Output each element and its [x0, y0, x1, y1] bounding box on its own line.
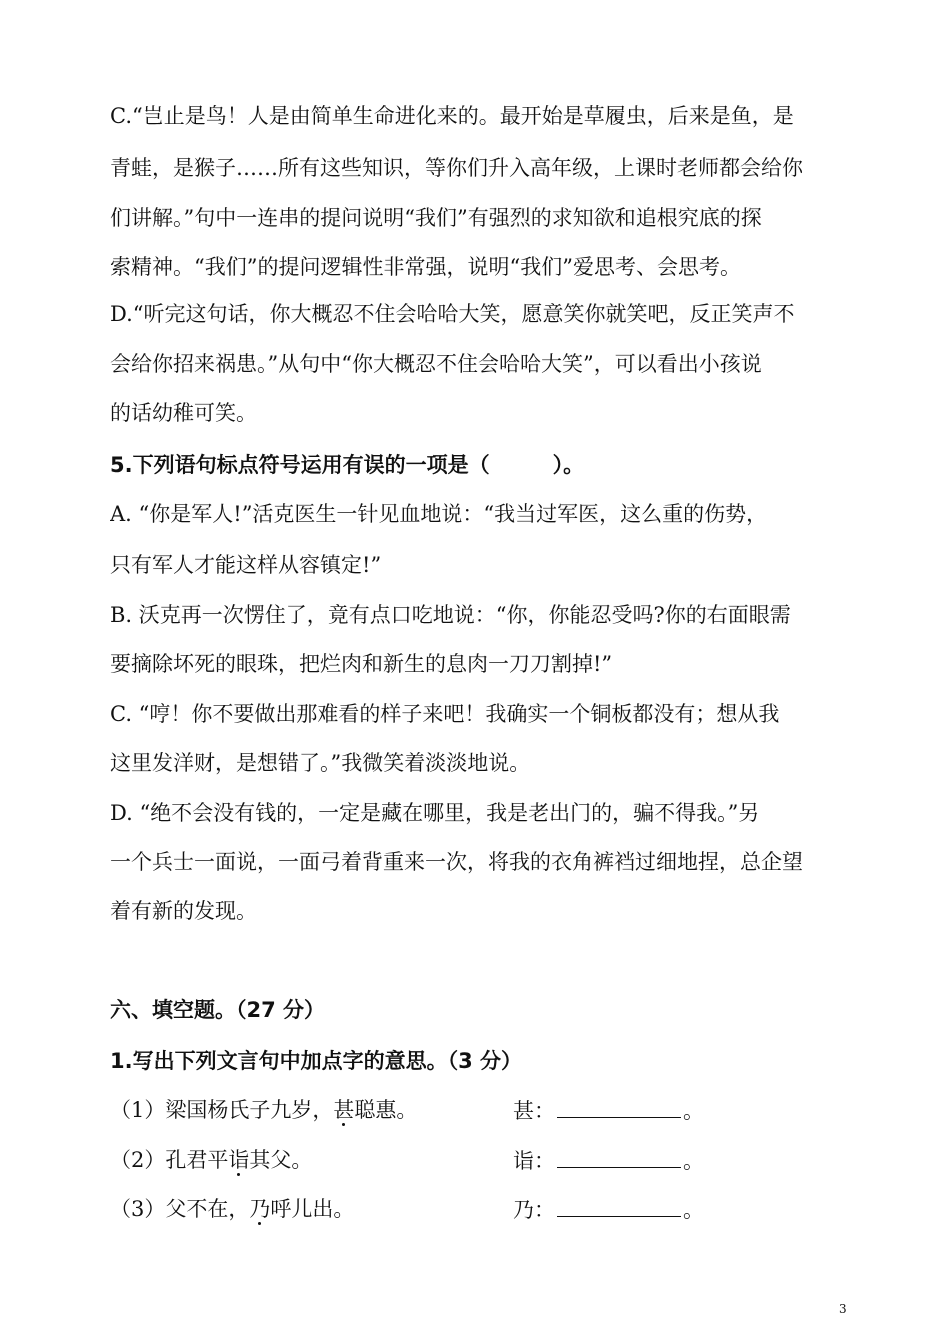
dotted-character: 甚 — [333, 1098, 355, 1122]
answer-area — [513, 1145, 704, 1176]
answer-label: 乃： — [513, 1198, 555, 1222]
sentence-pre: （1）梁国杨氏子九岁， — [110, 1098, 334, 1122]
answer-label: 甚： — [513, 1099, 555, 1123]
answer-blank[interactable] — [557, 1095, 681, 1118]
question-5-title: 5.下列语句标点符号运用有误的一项是（ ）。 — [110, 453, 585, 477]
answer-blank[interactable] — [557, 1145, 681, 1168]
q5-option-c-line-1: C. “哼！你不要做出那难看的样子来吧！我确实一个铜板都没有；想从我 — [110, 702, 780, 726]
answer-end: 。 — [683, 1198, 704, 1222]
sentence-post: 其父。 — [249, 1148, 313, 1172]
q5-option-d-line-3: 着有新的发现。 — [110, 899, 257, 923]
classical-sentence — [110, 1095, 417, 1125]
page-number: 3 — [839, 1302, 847, 1316]
answer-end: 。 — [683, 1149, 704, 1173]
q5-option-d-line-1: D. “绝不会没有钱的，一定是藏在哪里，我是老出门的，骗不得我。”另 — [110, 801, 760, 825]
sentence-pre: （3）父不在， — [110, 1197, 250, 1221]
option-d-line-3: 的话幼稚可笑。 — [110, 401, 257, 425]
sentence-post: 呼儿出。 — [270, 1197, 355, 1221]
classical-item-2 — [110, 1145, 850, 1175]
fill-q1-title: 1.写出下列文言句中加点字的意思。（3 分） — [110, 1049, 523, 1073]
q5-option-c-line-2: 这里发洋财，是想错了。”我微笑着淡淡地说。 — [110, 751, 531, 775]
answer-end: 。 — [683, 1099, 704, 1123]
option-d-line-2: 会给你招来祸患。”从句中“你大概忍不住会哈哈大笑”，可以看出小孩说 — [110, 352, 762, 376]
sentence-pre: （2）孔君平 — [110, 1148, 229, 1172]
q5-option-a-line-1: A. “你是军人!”活克医生一针见血地说：“我当过军医，这么重的伤势， — [110, 502, 768, 526]
option-c-line-2: 青蛙，是猴子……所有这些知识，等你们升入高年级，上课时老师都会给你 — [110, 156, 803, 180]
option-d-line-1: D.“听完这句话，你大概忍不住会哈哈大笑，愿意笑你就笑吧，反正笑声不 — [110, 302, 795, 326]
sentence-post: 聪惠。 — [354, 1098, 418, 1122]
q5-option-b-line-2: 要摘除坏死的眼珠，把烂肉和新生的息肉一刀刀割掉!” — [110, 652, 613, 676]
q5-option-a-line-2: 只有军人才能这样从容镇定!” — [110, 553, 382, 577]
classical-sentence — [110, 1145, 312, 1175]
option-c-line-3: 们讲解。”句中一连串的提问说明“我们”有强烈的求知欲和追根究底的探 — [110, 206, 762, 230]
answer-label: 诣： — [513, 1149, 555, 1173]
answer-area — [513, 1095, 704, 1126]
classical-item-3 — [110, 1194, 850, 1224]
classical-item-1 — [110, 1095, 850, 1125]
q5-option-b-line-1: B. 沃克再一次愣住了，竟有点口吃地说：“你，你能忍受吗?你的右面眼需 — [110, 603, 791, 627]
classical-sentence — [110, 1194, 354, 1224]
dotted-character: 乃 — [249, 1197, 271, 1221]
answer-area — [513, 1194, 704, 1225]
option-c-line-1: C.“岂止是鸟！人是由简单生命进化来的。最开始是草履虫，后来是鱼，是 — [110, 104, 794, 128]
option-c-line-4: 索精神。“我们”的提问逻辑性非常强，说明“我们”爱思考、会思考。 — [110, 255, 741, 279]
q5-option-d-line-2: 一个兵士一面说，一面弓着背重来一次，将我的衣角裤裆过细地捏，总企望 — [110, 850, 803, 874]
answer-blank[interactable] — [557, 1194, 681, 1217]
dotted-character: 诣 — [228, 1148, 250, 1172]
section-6-title: 六、填空题。（27 分） — [110, 998, 326, 1022]
